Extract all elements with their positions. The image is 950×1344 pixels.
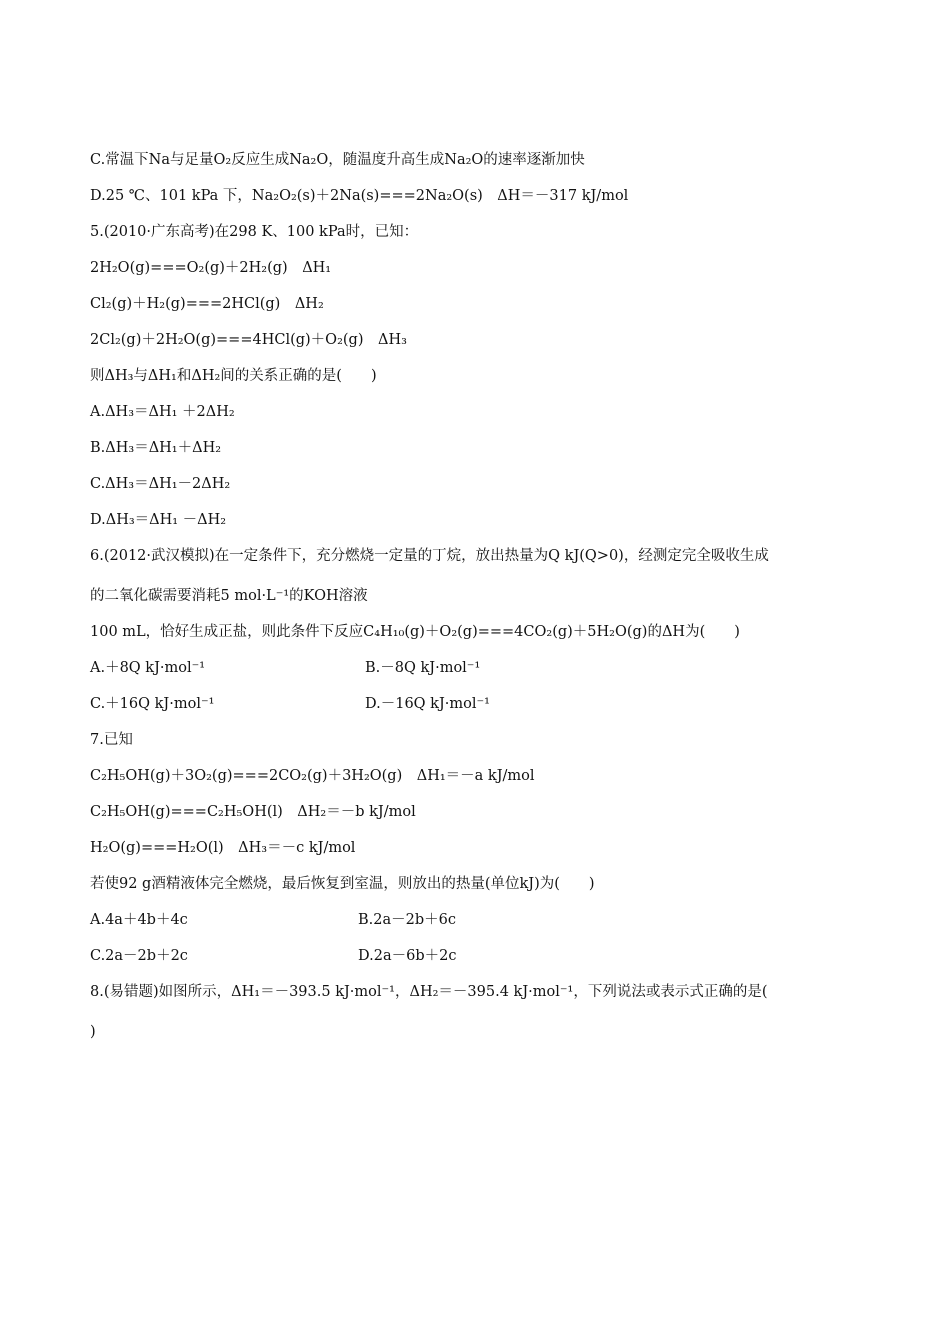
option-d-q4: D.25 ℃、101 kPa 下，Na₂O₂(s)＋2Na(s)===2Na₂O(s) ΔH＝－317 kJ/mol: [90, 188, 629, 204]
option-a-q6: A.＋8Q kJ·mol⁻¹: [90, 660, 206, 676]
option-b-q5: B.ΔH₃＝ΔH₁＋ΔH₂: [90, 440, 222, 456]
option-d-q6: D.－16Q kJ·mol⁻¹: [365, 696, 490, 712]
option-a-q7: A.4a＋4b＋4c: [90, 912, 188, 928]
question-7-stem: 7.已知: [90, 732, 133, 748]
question-8-stem-cont: ): [90, 1024, 96, 1040]
option-d-q5: D.ΔH₃＝ΔH₁ －ΔH₂: [90, 512, 227, 528]
options-row-q7-2: [90, 946, 457, 966]
question-6-stem-cont: 的二氧化碳需要消耗5 mol·L⁻¹的KOH溶液: [90, 588, 368, 604]
options-row-q7-1: [90, 910, 456, 930]
equation-q7-3: H₂O(g)===H₂O(l) ΔH₃＝－c kJ/mol: [90, 840, 356, 856]
question-7-prompt: 若使92 g酒精液体完全燃烧，最后恢复到室温，则放出的热量(单位kJ)为( ): [90, 876, 595, 892]
question-8-stem: 8.(易错题)如图所示，ΔH₁＝－393.5 kJ·mol⁻¹，ΔH₂＝－395.4 kJ·mol⁻¹，下列说法或表示式正确的是(: [90, 984, 768, 1000]
question-6-stem-cont2: 100 mL，恰好生成正盐，则此条件下反应C₄H₁₀(g)＋O₂(g)===4CO₂(g)＋5H₂O(g)的ΔH为( ): [90, 624, 740, 640]
equation-3: 2Cl₂(g)＋2H₂O(g)===4HCl(g)＋O₂(g) ΔH₃: [90, 332, 407, 348]
option-c-q5: C.ΔH₃＝ΔH₁－2ΔH₂: [90, 476, 231, 492]
equation-1: 2H₂O(g)===O₂(g)＋2H₂(g) ΔH₁: [90, 260, 332, 276]
option-c-q4: C.常温下Na与足量O₂反应生成Na₂O，随温度升高生成Na₂O的速率逐渐加快: [90, 152, 585, 168]
question-5-stem: 5.(2010·广东高考)在298 K、100 kPa时，已知：: [90, 224, 419, 240]
equation-q7-2: C₂H₅OH(g)===C₂H₅OH(l) ΔH₂＝－b kJ/mol: [90, 804, 416, 820]
option-c-q7: C.2a－2b＋2c: [90, 948, 188, 964]
question-5-prompt: 则ΔH₃与ΔH₁和ΔH₂间的关系正确的是( ): [90, 368, 377, 384]
equation-q7-1: C₂H₅OH(g)＋3O₂(g)===2CO₂(g)＋3H₂O(g) ΔH₁＝－a kJ/mol: [90, 768, 535, 784]
option-d-q7: D.2a－6b＋2c: [358, 948, 457, 964]
option-b-q7: B.2a－2b＋6c: [358, 912, 456, 928]
option-c-q6: C.＋16Q kJ·mol⁻¹: [90, 696, 215, 712]
options-row-q6-2: [90, 694, 490, 714]
options-row-q6-1: [90, 658, 481, 678]
option-b-q6: B.－8Q kJ·mol⁻¹: [365, 660, 481, 676]
equation-2: Cl₂(g)＋H₂(g)===2HCl(g) ΔH₂: [90, 296, 324, 312]
option-a-q5: A.ΔH₃＝ΔH₁ ＋2ΔH₂: [90, 404, 235, 420]
question-6-stem: 6.(2012·武汉模拟)在一定条件下，充分燃烧一定量的丁烷，放出热量为Q kJ(Q>0)，经测定完全吸收生成: [90, 548, 769, 564]
